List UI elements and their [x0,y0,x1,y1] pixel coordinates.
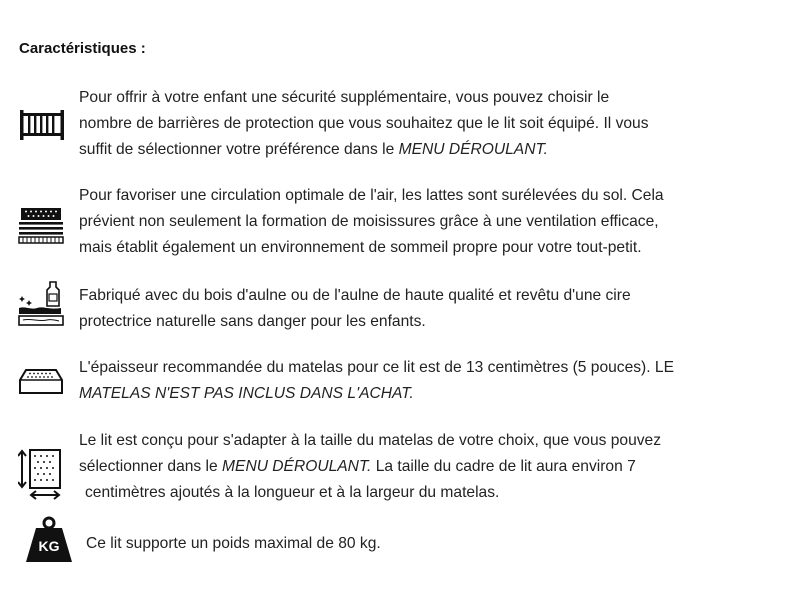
feature-text-line: prévient non seulement la formation de moisissures grâce à une ventilation efficace, [79,213,659,230]
weight-icon [24,516,74,564]
feature-text-line: Fabriqué avec du bois d'aulne ou de l'aulne de haute qualité et revêtu d'une cire [79,287,631,304]
feature-text-line: nombre de barrières de protection que vous souhaitez que le lit soit équipé. Il vous [79,115,649,132]
slatted-base-icon [18,206,64,246]
wood-varnish-icon [17,280,65,328]
section-heading: Caractéristiques : [19,40,146,57]
dropdown-menu-reference: MENU DÉROULANT. [398,141,548,158]
feature-text-line: Le lit est conçu pour s'adapter à la taille du matelas de votre choix, que vous pouvez [79,432,662,449]
feature-text-line: Pour offrir à votre enfant une sécurité supplémentaire, vous pouvez choisir le [79,89,610,106]
feature-text-line: Ce lit supporte un poids maximal de 80 kg. [86,535,381,552]
feature-text-line: La taille du cadre de lit aura environ 7 [371,458,636,475]
dropdown-menu-reference: MENU DÉROULANT. [222,458,372,475]
weight-icon-label: KG [38,538,60,554]
feature-text-line: L'épaisseur recommandée du matelas pour ce lit est de 13 centimètres (5 pouces). LE [79,359,674,376]
feature-text-line: Pour favoriser une circulation optimale de l'air, les lattes sont surélevées du sol. Cela [79,187,664,204]
mattress-not-included-notice: MATELAS N'EST PAS INCLUS DANS L'ACHAT. [79,385,414,402]
feature-text-line: mais établit également un environnement de sommeil propre pour votre tout-petit. [79,239,642,256]
mattress-size-icon [18,448,64,500]
crib-icon [18,108,66,142]
feature-text-line: protectrice naturelle sans danger pour les enfants. [79,313,426,330]
feature-text-line: centimètres ajoutés à la longueur et à la largeur du matelas. [85,484,500,501]
feature-text-line: sélectionner dans le [79,458,223,475]
feature-text-line: suffit de sélectionner votre préférence dans le [79,141,399,158]
mattress-icon [18,367,64,399]
